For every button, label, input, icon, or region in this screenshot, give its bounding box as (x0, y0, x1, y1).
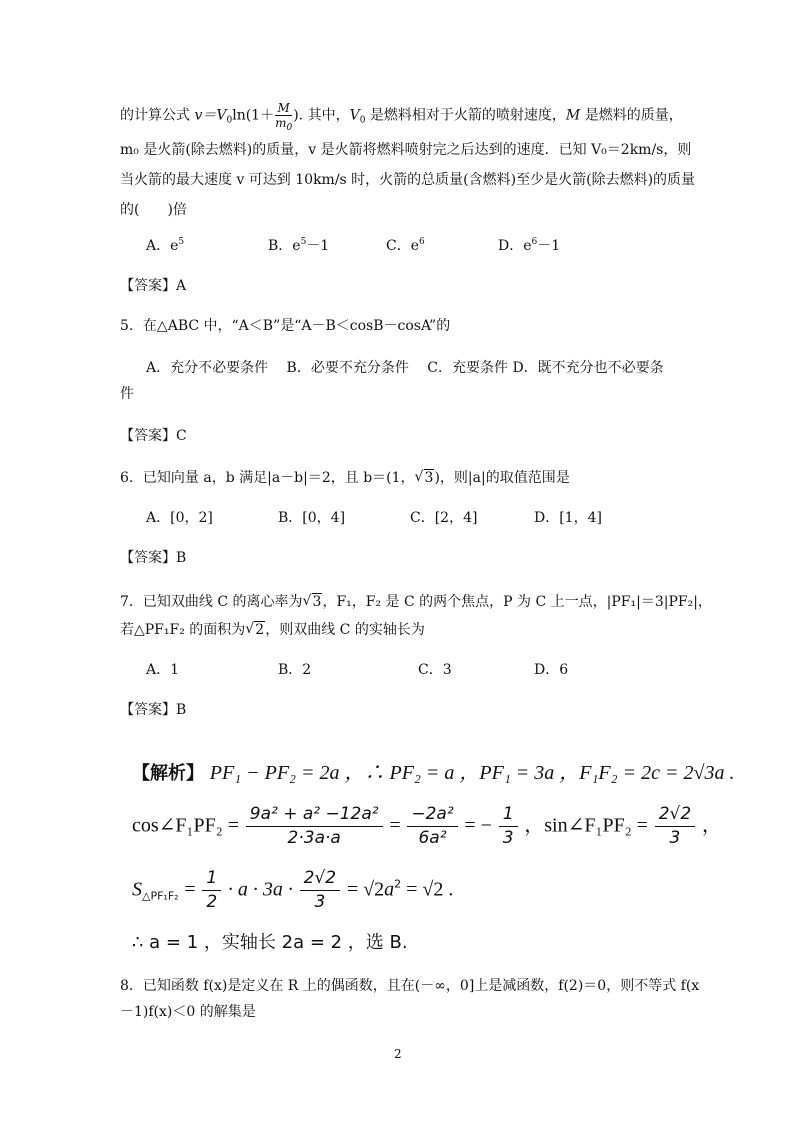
q4-option-b: B．$e^5-1$ (268, 237, 330, 254)
page-number: 2 (394, 1047, 402, 1061)
q8-line1: 8．已知函数 f(x)是定义在 R 上的偶函数，且在(－∞，0]上是减函数，f(2)＝0，则不等式 f(x (120, 978, 700, 994)
q5-options-line2: 件 (120, 386, 134, 402)
q7-option-a: A．1 (146, 662, 180, 678)
q5-stem: 5．在△ABC 中，“A＜B”是“A－B＜cosB－cosA”的 (120, 318, 451, 334)
q6-option-d: D．[1，4] (534, 510, 602, 526)
fraction: $\frac{M}{m_0}$ (275, 101, 293, 133)
solution-line3: $S_{\triangle PF_1F_2}$ = $\frac{1}{2}$ · a · 3a · $\frac{2√2}{3}$ = $√2a^2 = √2$ . (132, 868, 454, 912)
q4-line2: m₀ 是火箭(除去燃料)的质量，v 是火箭将燃料喷射完之后达到的速度．已知 V₀＝2km/s，则 (120, 142, 692, 158)
solution-line4: ∴ a = 1 ，实轴长 2a = 2 ，选 B. (132, 932, 408, 953)
q7-option-d: D．6 (534, 662, 569, 678)
solution-line2: cos∠F₁PF₂ = $\frac{\text{9a² + a² −12a²}}{2\cdot 3a\cdot a}$ = $\frac{\text{−2a²}}{\text{6a²}}$ = − $\frac{1}{3}$ ，sin∠F₁PF₂ = $\frac{2√2}{3}$ ， (132, 804, 722, 848)
q5-options-line1: A．充分不必要条件 B．必要不充分条件 C．充要条件 D．既不充分也不必要条 (146, 360, 664, 376)
q4-answer: 【答案】A (120, 278, 187, 294)
q6-answer: 【答案】B (120, 550, 187, 566)
sqrt-symbol: √ 3 (415, 468, 435, 488)
sqrt-symbol: √ 2 (245, 620, 265, 640)
q6-option-a: A．[0，2] (146, 510, 213, 526)
q4-line3: 当火箭的最大速度 v 可达到 10km/s 时，火箭的总质量(含燃料)至少是火箭(除去燃料)的质量 (120, 172, 696, 188)
q5-answer: 【答案】C (120, 428, 187, 444)
q4-line1: 的计算公式 $v=V_0\ln(1+$ $\frac{M}{m_0}$ ). 其中，$V_0$ 是燃料相对于火箭的喷射速度，M 是燃料的质量， (120, 101, 683, 133)
sqrt-symbol: √ 3 (303, 592, 323, 612)
q4-line4: 的( )倍 (120, 202, 187, 218)
q7-option-b: B．2 (278, 662, 312, 678)
q4-option-c: C．$e^6$ (386, 237, 425, 254)
q8-line2: －1)f(x)＜0 的解集是 (120, 1004, 256, 1020)
q6-option-c: C．[2，4] (410, 510, 478, 526)
q7-stem-line2: 若△PF₁F₂ 的面积为√ 2，则双曲线 C 的实轴长为 (120, 620, 425, 640)
q4-option-d: D．$e^6-1$ (498, 237, 561, 254)
solution-label: 【解析】 (132, 763, 204, 784)
q7-option-c: C．3 (418, 662, 452, 678)
q6-option-b: B．[0，4] (278, 510, 346, 526)
q4-option-a: A．$e^5$ (146, 237, 185, 254)
solution-line1: 【解析】 PF₁ − PF₂ = 2a ，∴ PF₂ = a ，PF₁ = 3a ，F₁F₂ = 2c = 2√3a . (132, 762, 735, 784)
q7-answer: 【答案】B (120, 702, 187, 718)
q6-stem: 6．已知向量 a，b 满足|a－b|＝2，且 b＝(1，√ 3)，则|a|的取值范围是 (120, 468, 570, 488)
q7-stem-line1: 7．已知双曲线 C 的离心率为√ 3，F₁，F₂ 是 C 的两个焦点，P 为 C 上一点，|PF₁|＝3|PF₂|， (120, 592, 712, 612)
